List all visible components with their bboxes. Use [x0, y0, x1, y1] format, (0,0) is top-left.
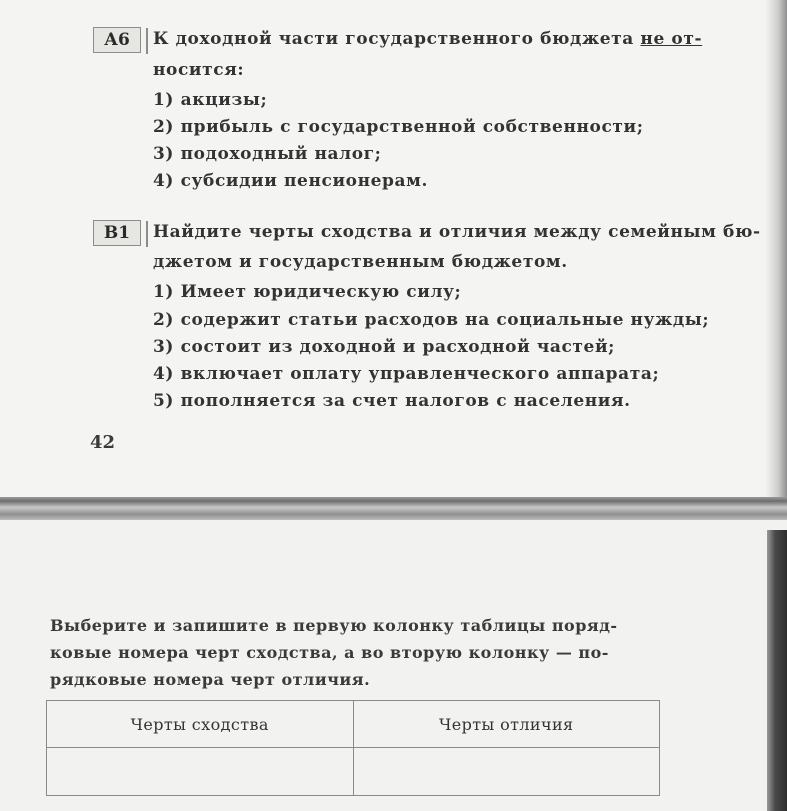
question-label-b1: В1	[93, 220, 141, 246]
header-similarities: Черты сходства	[47, 701, 354, 748]
question-a6-option: 2) прибыль с государственной собственности;	[153, 117, 644, 137]
instruction-line: Выберите и запишите в первую колонку таблицы поряд-	[50, 616, 618, 635]
instruction-line: ковые номера черт сходства, а во вторую колонку — по-	[50, 643, 609, 662]
question-b1-option: 5) пополняется за счет налогов с населения.	[153, 391, 631, 411]
question-b1-option: 3) состоит из доходной и расходной частей;	[153, 337, 616, 357]
table-header-row	[47, 701, 660, 748]
page-edge-shadow	[767, 530, 787, 811]
question-label-a6: А6	[93, 27, 141, 53]
label-separator	[146, 28, 148, 54]
table-answer-row	[47, 748, 660, 796]
question-a6-option: 1) акцизы;	[153, 90, 268, 110]
answer-table	[46, 700, 660, 796]
question-b1-stem-line2: джетом и государственным бюджетом.	[153, 252, 568, 272]
question-a6-stem-line1	[153, 29, 702, 49]
label-separator	[146, 221, 148, 247]
page-edge-shadow	[765, 0, 787, 497]
stem-text: К доходной части государственного бюджета	[153, 29, 641, 49]
question-b1-option: 1) Имеет юридическую силу;	[153, 282, 462, 302]
page-number: 42	[90, 432, 116, 453]
question-b1-stem-line1: Найдите черты сходства и отличия между семейным бю-	[153, 222, 761, 242]
answer-cell-differences[interactable]	[353, 748, 660, 796]
header-differences: Черты отличия	[353, 701, 660, 748]
question-b1-option: 2) содержит статьи расходов на социальные нужды;	[153, 310, 710, 330]
stem-emphasis: не от-	[640, 29, 703, 49]
page-seam	[0, 497, 787, 520]
question-a6-stem-line2: носится:	[153, 60, 245, 80]
instruction-line: рядковые номера черт отличия.	[50, 670, 371, 689]
question-b1-option: 4) включает оплату управленческого аппарата;	[153, 364, 660, 384]
question-a6-option: 4) субсидии пенсионерам.	[153, 171, 429, 191]
question-a6-option: 3) подоходный налог;	[153, 144, 382, 164]
answer-cell-similarities[interactable]	[47, 748, 354, 796]
